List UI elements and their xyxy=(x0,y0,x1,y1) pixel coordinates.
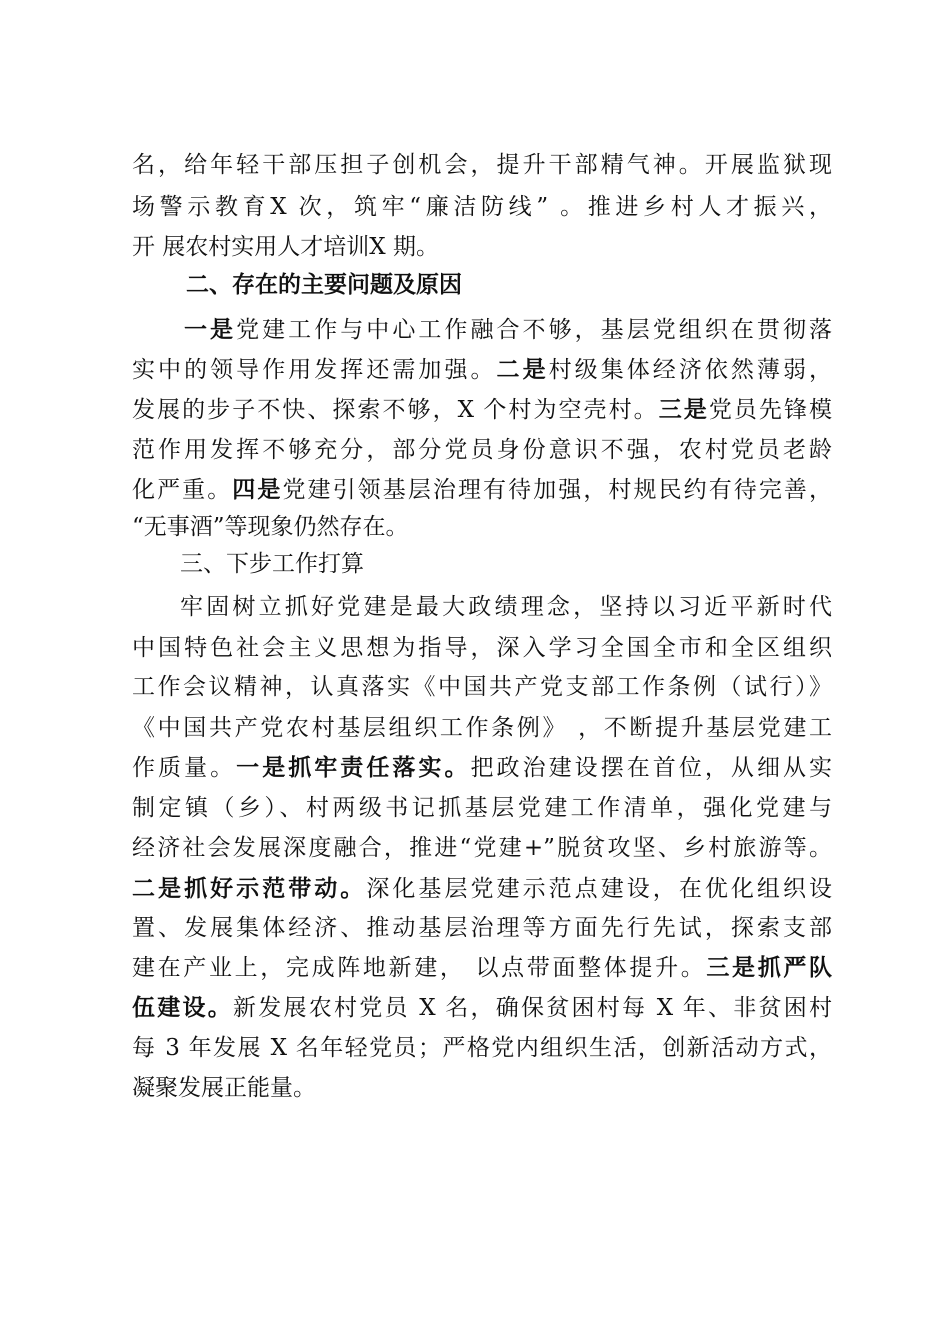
text-span: 党员先锋模 xyxy=(708,397,833,423)
text-span: 新发展农村党员 X 名，确保贫困村每 X 年、非贫困村 xyxy=(233,995,832,1021)
text-span: 村级集体经济依然薄弱， xyxy=(548,357,833,383)
paragraph-line xyxy=(132,788,832,828)
text-span: 把政治建设摆在首位，从细从实 xyxy=(470,755,833,781)
bold-lead: 四是 xyxy=(232,476,283,503)
paragraph-line xyxy=(132,507,832,547)
text-span: 作质量。 xyxy=(132,755,237,781)
paragraph-line xyxy=(132,708,832,748)
text-span: 名，给年轻干部压担子创机会，提升干部精气神。开展监狱现 xyxy=(132,152,832,178)
bold-lead: 三是 xyxy=(658,396,709,423)
paragraph-line xyxy=(132,908,832,948)
paragraph-line xyxy=(132,227,832,267)
text-span: 深化基层党建示范点建设，在优化组织设 xyxy=(366,876,833,902)
bold-lead: 二是抓好示范带动。 xyxy=(132,875,367,902)
text-span: 场警示教育X 次，筑牢“廉洁防线” 。推进乡村人才振兴， xyxy=(132,194,832,220)
bold-lead: 一是 xyxy=(184,316,237,343)
paragraph-line xyxy=(132,628,832,668)
paragraph-line xyxy=(180,587,832,627)
paragraph-line xyxy=(132,667,832,707)
section-heading-problems: 二、存在的主要问题及原因 xyxy=(186,272,462,298)
text-span: 牢固树立抓好党建是最大政绩理念，坚持以习近平新时代 xyxy=(180,594,832,620)
text-span: 工作会议精神，认真落实《中国共产党支部工作条例（试行）》 xyxy=(132,674,832,700)
text-span: 每 3 年发展 X 名年轻党员；严格党内组织生活，创新活动方式， xyxy=(132,1035,832,1061)
text-span: “无事酒”等现象仍然存在。 xyxy=(132,514,409,540)
text-span: 党建工作与中心工作融合不够，基层党组织在贯彻落 xyxy=(236,317,833,343)
text-span: 实中的领导作用发挥还需加强。 xyxy=(132,357,497,383)
paragraph-line xyxy=(184,310,832,350)
paragraph-line xyxy=(132,187,832,227)
paragraph-line xyxy=(132,390,832,430)
text-span: 中国特色社会主义思想为指导，深入学习全国全市和全区组织 xyxy=(132,635,832,661)
paragraph-line xyxy=(132,748,832,788)
paragraph-line xyxy=(132,828,832,868)
bold-lead: 三是抓严队 xyxy=(706,954,833,981)
text-span: 经济社会发展深度融合，推进“党建+”脱贫攻坚、乡村旅游等。 xyxy=(132,835,832,861)
section-heading-next-steps: 三、下步工作打算 xyxy=(180,551,364,577)
text-span: 化严重。 xyxy=(132,477,233,503)
paragraph-line xyxy=(132,430,832,470)
text-span: 党建引领基层治理有待加强，村规民约有待完善， xyxy=(282,477,833,503)
paragraph-line xyxy=(132,145,832,185)
text-span: 开 展农村实用人才培训X 期。 xyxy=(132,234,439,260)
paragraph-line xyxy=(132,350,832,390)
paragraph-line xyxy=(132,988,832,1028)
paragraph-line xyxy=(132,948,832,988)
bold-lead: 一是抓牢责任落实。 xyxy=(236,754,471,781)
text-span: 凝聚发展正能量。 xyxy=(132,1075,316,1101)
paragraph-line xyxy=(132,470,832,510)
text-span: 《中国共产党农村基层组织工作条例》 ，不断提升基层党建工 xyxy=(132,715,832,741)
paragraph-line xyxy=(132,1028,832,1068)
text-span: 置、发展集体经济、推动基层治理等方面先行先试，探索支部 xyxy=(132,915,832,941)
text-span: 制定镇（乡）、村两级书记抓基层党建工作清单，强化党建与 xyxy=(132,795,832,821)
text-span: 范作用发挥不够充分，部分党员身份意识不强，农村党员老龄 xyxy=(132,437,832,463)
text-span: 建在产业上，完成阵地新建， 以点带面整体提升。 xyxy=(132,955,707,981)
paragraph-line xyxy=(132,1068,832,1108)
bold-lead: 二是 xyxy=(496,356,549,383)
bold-lead: 伍建设。 xyxy=(132,994,233,1021)
paragraph-line xyxy=(132,869,832,909)
text-span: 发展的步子不快、探索不够，X 个村为空壳村。 xyxy=(132,397,659,423)
